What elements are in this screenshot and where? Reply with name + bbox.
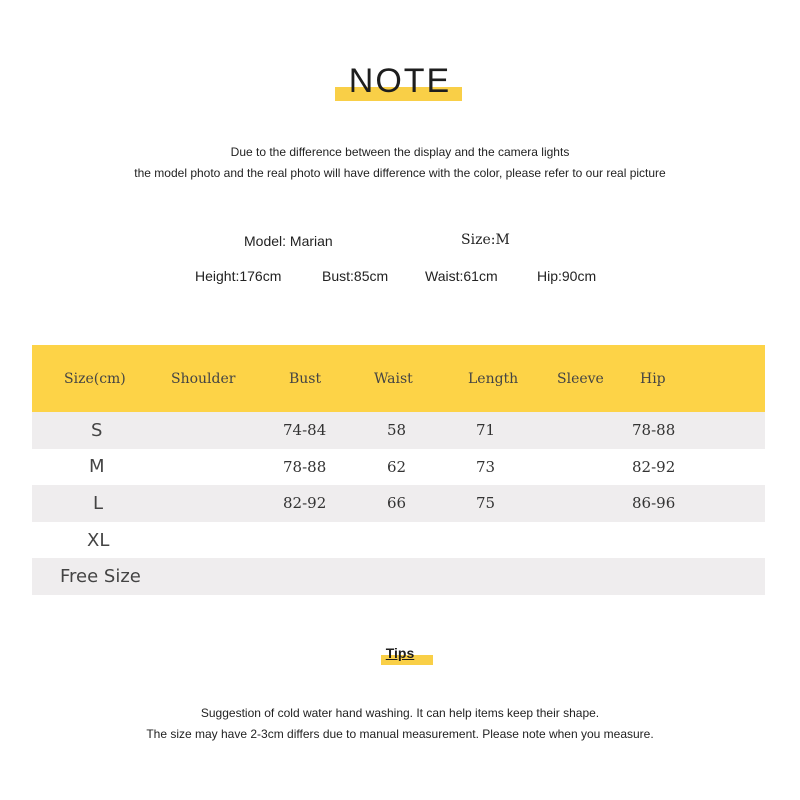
header-sleeve: Sleeve [557, 370, 604, 387]
size-table [32, 345, 765, 595]
table-row [32, 412, 765, 449]
row-hip: 78-88 [632, 421, 676, 440]
row-hip: 86-96 [632, 494, 676, 513]
table-row [32, 449, 765, 486]
row-bust: 74-84 [283, 421, 327, 440]
page-title: NOTE [348, 62, 452, 100]
model-bust: Bust:85cm [322, 268, 389, 284]
model-height: Height:176cm [195, 268, 282, 284]
row-size: M [89, 456, 105, 478]
row-hip: 82-92 [632, 457, 676, 476]
disclaimer-line-2: the model photo and the real photo will have difference with the color, please refer to our real picture [134, 166, 666, 180]
row-waist: 62 [387, 457, 407, 476]
header-bust: Bust [289, 370, 322, 387]
table-header [32, 345, 765, 412]
header-hip: Hip [640, 370, 666, 387]
header-length: Length [468, 370, 519, 387]
header-waist: Waist [374, 370, 413, 387]
model-name: Model: Marian [244, 233, 333, 249]
row-bust: 78-88 [283, 457, 327, 476]
header-shoulder: Shoulder [171, 370, 236, 387]
table-row [32, 485, 765, 522]
row-length: 75 [476, 494, 496, 513]
row-length: 71 [476, 421, 496, 440]
row-waist: 66 [387, 494, 407, 513]
row-length: 73 [476, 457, 496, 476]
model-waist: Waist:61cm [425, 268, 498, 284]
table-row [32, 558, 765, 595]
row-size: XL [87, 529, 110, 551]
disclaimer-line-1: Due to the difference between the display and the camera lights [230, 145, 570, 159]
row-size: L [93, 492, 104, 514]
tip-line-2: The size may have 2-3cm differs due to manual measurement. Please note when you measure. [146, 727, 654, 741]
row-bust: 82-92 [283, 494, 327, 513]
row-waist: 58 [387, 421, 407, 440]
row-size: Free Size [60, 566, 141, 588]
row-size: S [91, 419, 103, 441]
table-row [32, 522, 765, 559]
model-size: Size:M [461, 232, 510, 248]
tips-title: Tips [385, 645, 415, 661]
header-size: Size(cm) [64, 370, 126, 387]
model-hip: Hip:90cm [537, 268, 597, 284]
tip-line-1: Suggestion of cold water hand washing. It can help items keep their shape. [200, 706, 600, 720]
